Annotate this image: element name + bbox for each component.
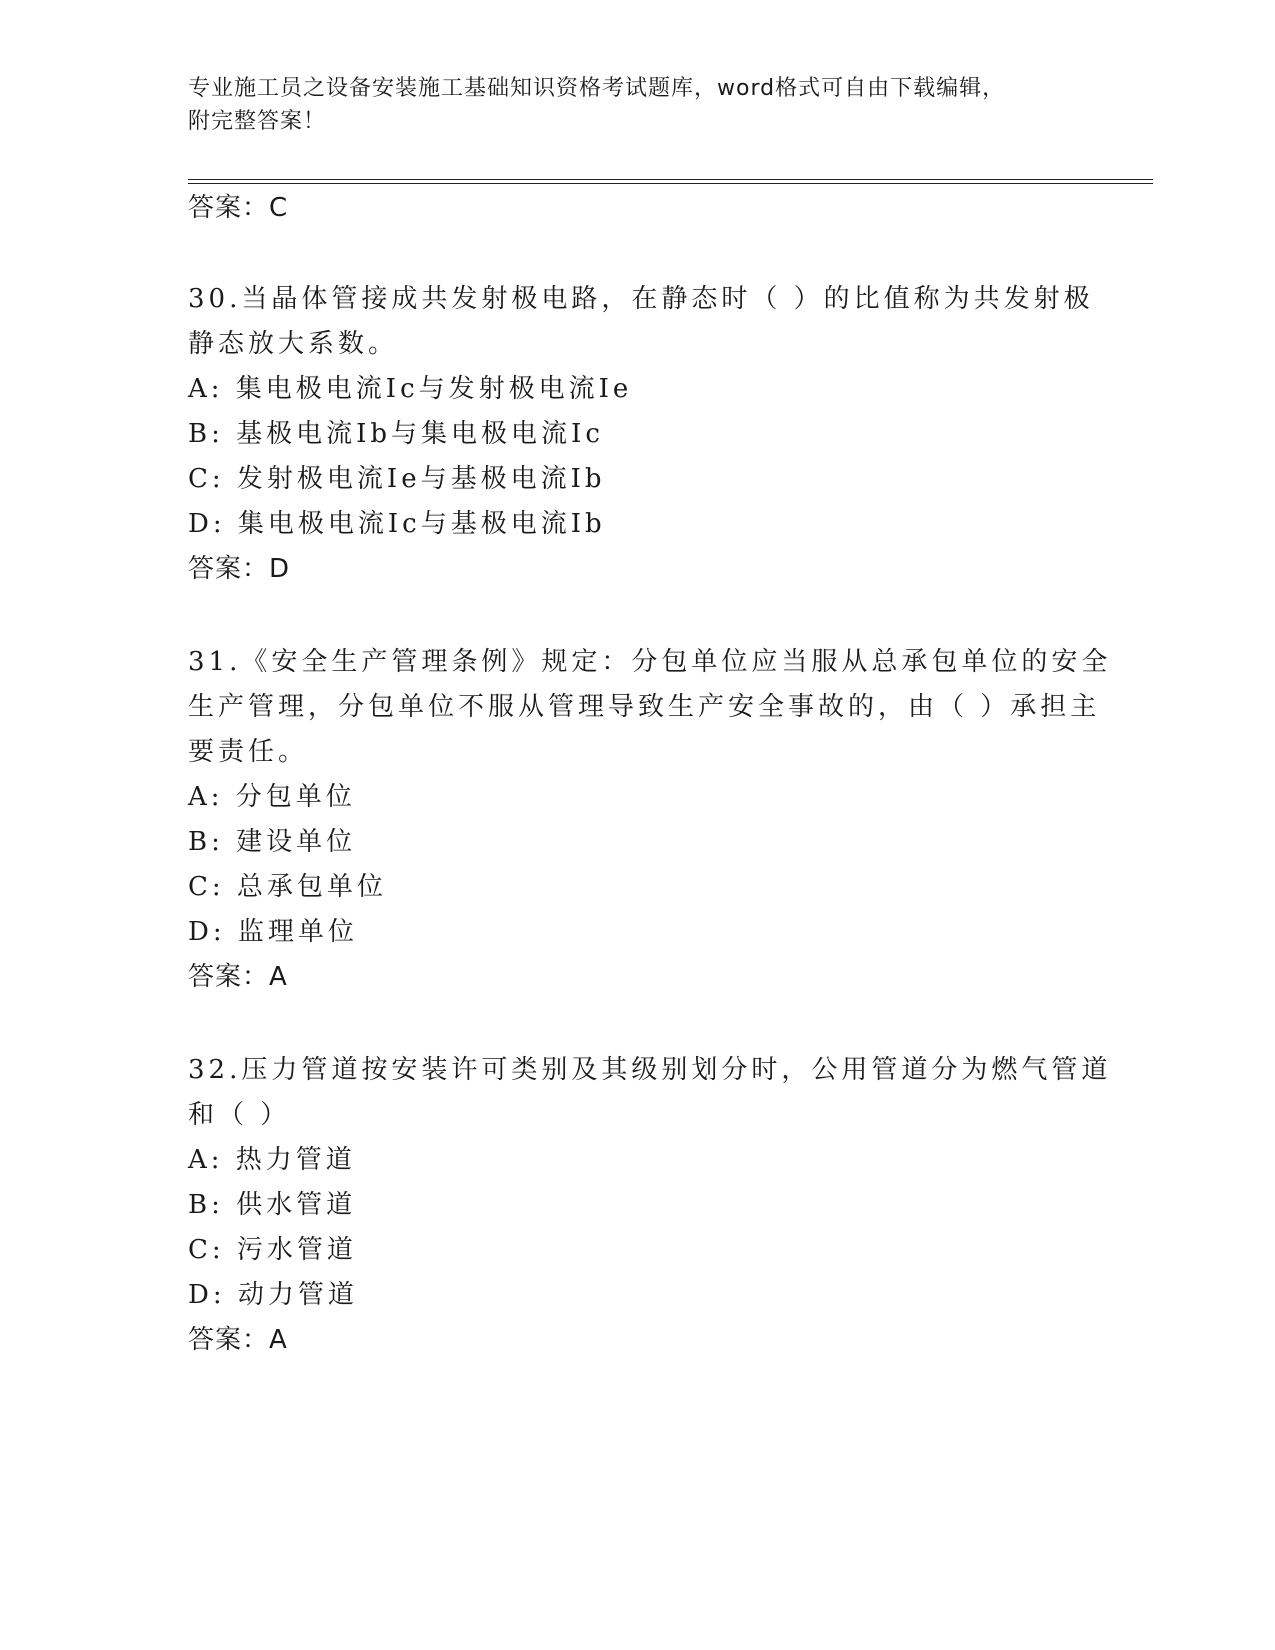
option-a: A: 集电极电流Ic与发射极电流Ie	[188, 374, 633, 404]
question-stem-line: 要责任。	[188, 737, 309, 767]
option-c: C: 污水管道	[188, 1235, 357, 1265]
answer: 答案：D	[188, 554, 291, 584]
question-stem-line: 30.当晶体管接成共发射极电路，在静态时（ ）的比值称为共发射极	[188, 284, 1094, 314]
option-a: A: 热力管道	[188, 1145, 356, 1175]
header-divider-top	[188, 179, 1153, 180]
option-d: D: 集电极电流Ic与基极电流Ib	[188, 509, 606, 539]
header-line-1: 专业施工员之设备安装施工基础知识资格考试题库，word格式可自由下载编辑，	[188, 76, 1006, 101]
previous-answer: 答案：C	[188, 193, 289, 223]
document-header	[188, 72, 1088, 138]
answer: 答案：A	[188, 962, 288, 992]
header-line-2: 附完整答案！	[188, 109, 327, 134]
option-c: C: 总承包单位	[188, 872, 387, 902]
option-a: A: 分包单位	[188, 782, 356, 812]
question-stem-line: 和（ ）	[188, 1100, 291, 1130]
option-b: B: 基极电流Ib与集电极电流Ic	[188, 419, 604, 449]
option-b: B: 建设单位	[188, 827, 357, 857]
option-c: C: 发射极电流Ie与基极电流Ib	[188, 464, 606, 494]
header-divider-bottom	[188, 183, 1153, 184]
question-stem-line: 静态放大系数。	[188, 329, 399, 359]
question-stem-line: 31.《安全生产管理条例》规定：分包单位应当服从总承包单位的安全	[188, 647, 1112, 677]
option-d: D: 动力管道	[188, 1280, 358, 1310]
option-b: B: 供水管道	[188, 1190, 357, 1220]
answer: 答案：A	[188, 1325, 288, 1355]
question-stem-line: 生产管理，分包单位不服从管理导致生产安全事故的，由（ ）承担主	[188, 692, 1101, 722]
question-stem-line: 32.压力管道按安装许可类别及其级别划分时，公用管道分为燃气管道	[188, 1055, 1112, 1085]
option-d: D: 监理单位	[188, 917, 358, 947]
